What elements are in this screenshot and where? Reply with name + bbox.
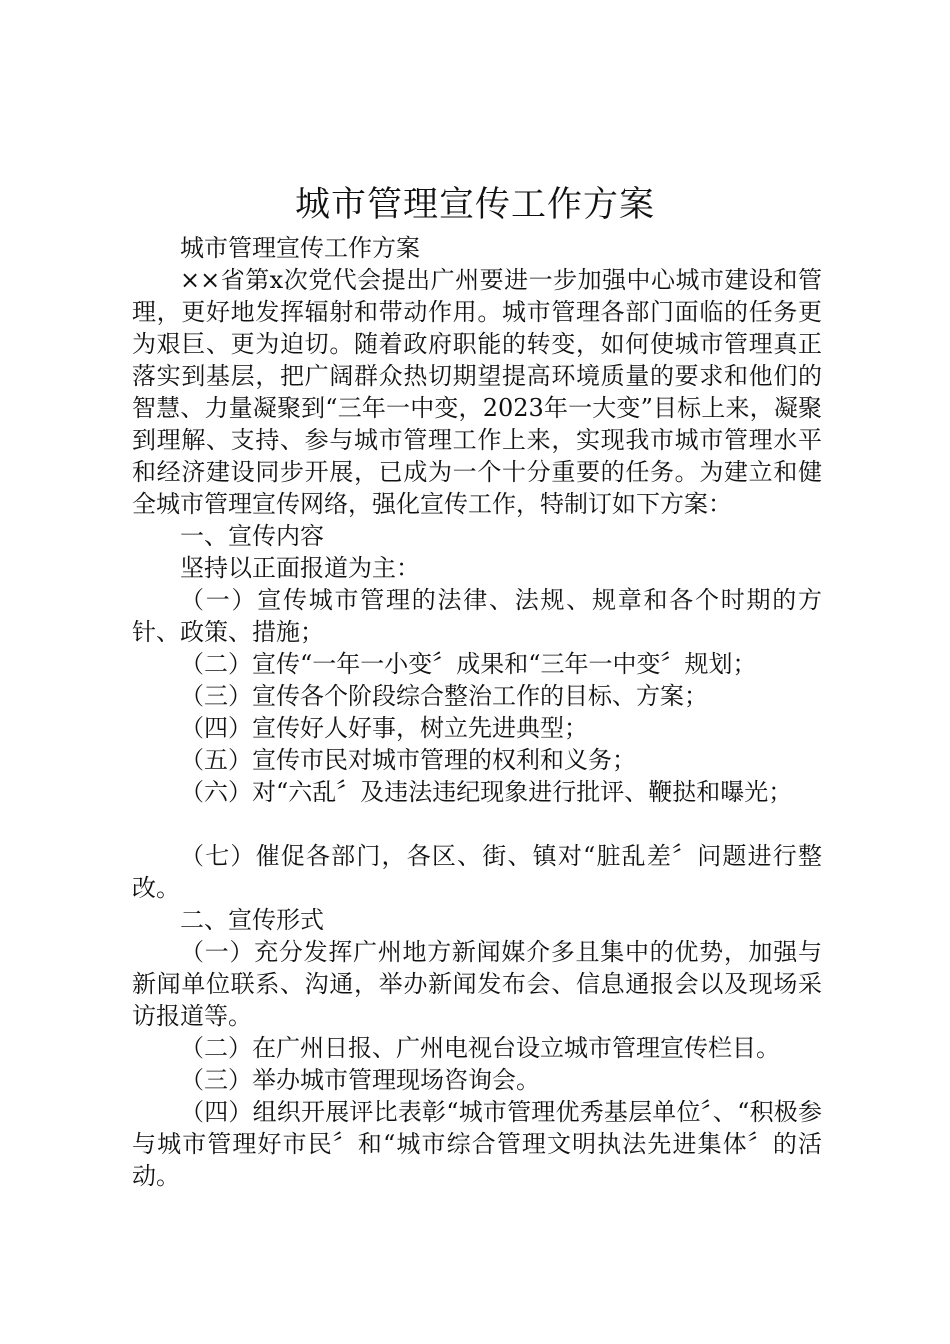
content-lead-paragraph: 坚持以正面报道为主： <box>180 554 420 582</box>
document-title: 城市管理宣传工作方案 <box>294 185 655 225</box>
form-item: （一）充分发挥广州地方新闻媒介多且集中的优势，加强与新闻单位联系、沟通，举办新闻发布会、信息通报会以及现场采访报道等。 <box>132 938 822 1030</box>
intro-paragraph: ××省第x次党代会提出广州要进一步加强中心城市建设和管理，更好地发挥辐射和带动作用。城市管理各部门面临的任务更为艰巨、更为迫切。随着政府职能的转变，如何使城市管理真正落实到基层，把广阔群众热切期望提高环境质量的要求和他们的智慧、力量凝聚到“三年一中变，2023年一大变”目标上来，凝聚到理解、支持、参与城市管理工作上来，实现我市城市管理水平和经济建设同步开展，已成为一个十分重要的任务。为建立和健全城市管理宣传网络，强化宣传工作，特制订如下方案： <box>132 266 822 518</box>
content-item: （七）催促各部门，各区、街、镇对“脏乱差〞问题进行整改。 <box>132 842 822 902</box>
section-heading-content: 一、宣传内容 <box>180 522 324 550</box>
content-item: （四）宣传好人好事，树立先进典型； <box>180 714 588 742</box>
document-body <box>132 232 822 1192</box>
form-item: （三）举办城市管理现场咨询会。 <box>180 1066 540 1094</box>
content-item: （六）对“六乱〞及违法违纪现象进行批评、鞭挞和曝光； <box>180 778 793 806</box>
section-heading-form: 二、宣传形式 <box>180 906 324 934</box>
form-item: （二）在广州日报、广州电视台设立城市管理宣传栏目。 <box>180 1034 780 1062</box>
content-item: （三）宣传各个阶段综合整治工作的目标、方案； <box>180 682 708 710</box>
content-item: （五）宣传市民对城市管理的权利和义务； <box>180 746 636 774</box>
form-item: （四）组织开展评比表彰“城市管理优秀基层单位〞、“积极参与城市管理好市民〞和“城市综合管理文明执法先进集体〞的活动。 <box>132 1098 822 1190</box>
content-item: （二）宣传“一年一小变〞成果和“三年一中变〞规划； <box>180 650 757 678</box>
content-item: （一）宣传城市管理的法律、法规、规章和各个时期的方针、政策、措施； <box>132 586 822 646</box>
subtitle-paragraph: 城市管理宣传工作方案 <box>180 234 420 262</box>
